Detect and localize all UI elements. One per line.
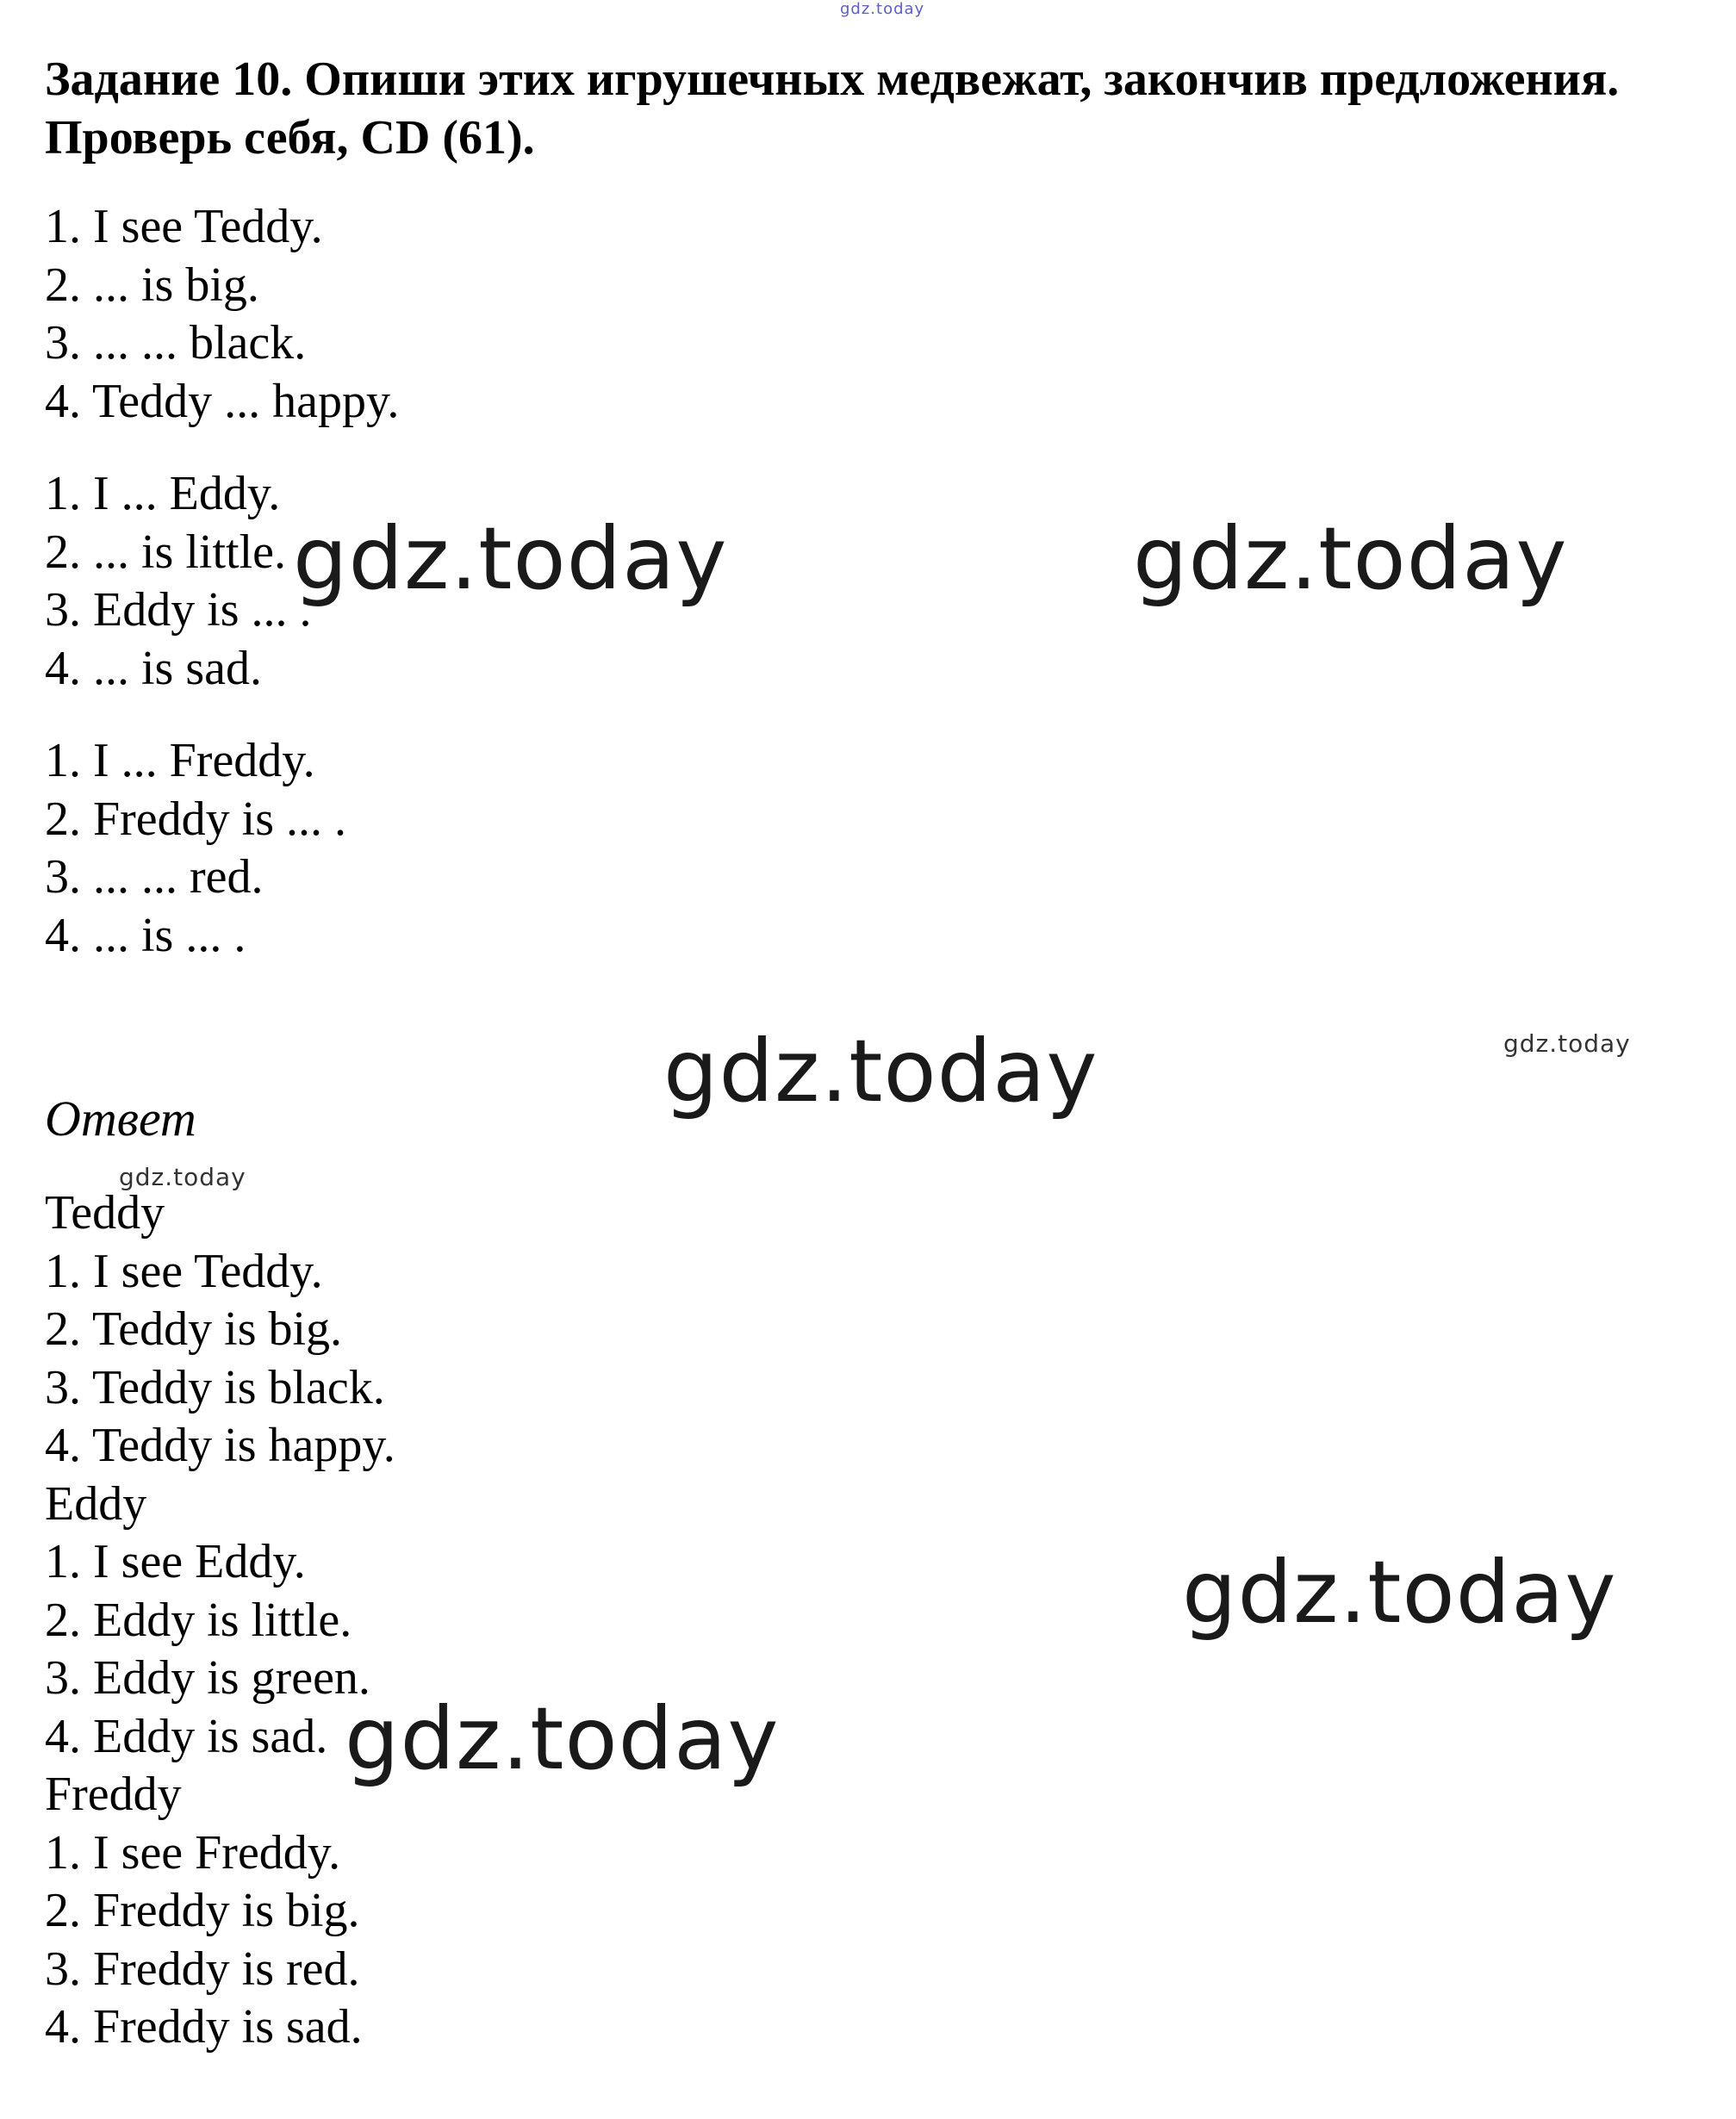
exercise-line: 2. ... is little. [45,525,286,579]
exercise-line: 1. I ... Eddy. [45,467,281,520]
answer-line: 2. Freddy is big. [45,1884,360,1937]
task-title: Задание 10. Опиши этих игрушечных медвежат, закончив предложения. Проверь себя, CD (61). [45,53,1620,165]
watermark: gdz.today [119,1163,246,1191]
answer-heading: Teddy [45,1186,165,1240]
answer-label: Ответ [45,1091,196,1146]
exercise-block-teddy [45,198,399,431]
answer-line: 1. I see Freddy. [45,1825,341,1880]
answer-line: 1. I see Teddy. [45,1244,323,1298]
exercise-line: 3. ... ... red. [45,850,264,904]
answer-heading: Freddy [45,1768,182,1821]
watermark: gdz.today [1133,508,1568,609]
answer-line: 1. I see Eddy. [45,1535,306,1588]
exercise-line: 2. ... is big. [45,258,259,312]
exercise-line: 1. I see Teddy. [45,200,323,253]
exercise-line: 1. I ... Freddy. [45,734,315,787]
answer-line: 3. Eddy is green. [45,1651,370,1705]
answer-line: 3. Freddy is red. [45,1942,360,1996]
answer-line: 3. Teddy is black. [45,1360,385,1414]
exercise-line: 3. Eddy is ... . [45,583,312,637]
exercise-line: 4. ... is ... . [45,908,246,962]
answer-line: 4. Eddy is sad. [45,1709,328,1763]
exercise-block-eddy [45,465,312,698]
exercise-line: 3. ... ... black. [45,316,307,370]
answer-line: 2. Eddy is little. [45,1593,352,1647]
answer-heading: Eddy [45,1476,147,1531]
exercise-line: 4. ... is sad. [45,641,262,695]
watermark: gdz.today [293,508,728,609]
answer-list [45,1184,395,2057]
answer-line: 4. Teddy is happy. [45,1419,395,1472]
answer-line: 2. Teddy is big. [45,1302,343,1356]
watermark: gdz.today [1182,1542,1617,1643]
exercise-block-freddy [45,732,346,965]
watermark-top: gdz.today [840,0,925,18]
exercise-line: 4. Teddy ... happy. [45,374,400,428]
watermark: gdz.today [1503,1029,1631,1058]
exercise-line: 2. Freddy is ... . [45,792,346,846]
watermark: gdz.today [345,1688,780,1789]
watermark: gdz.today [663,1021,1098,1122]
answer-line: 4. Freddy is sad. [45,2000,363,2054]
